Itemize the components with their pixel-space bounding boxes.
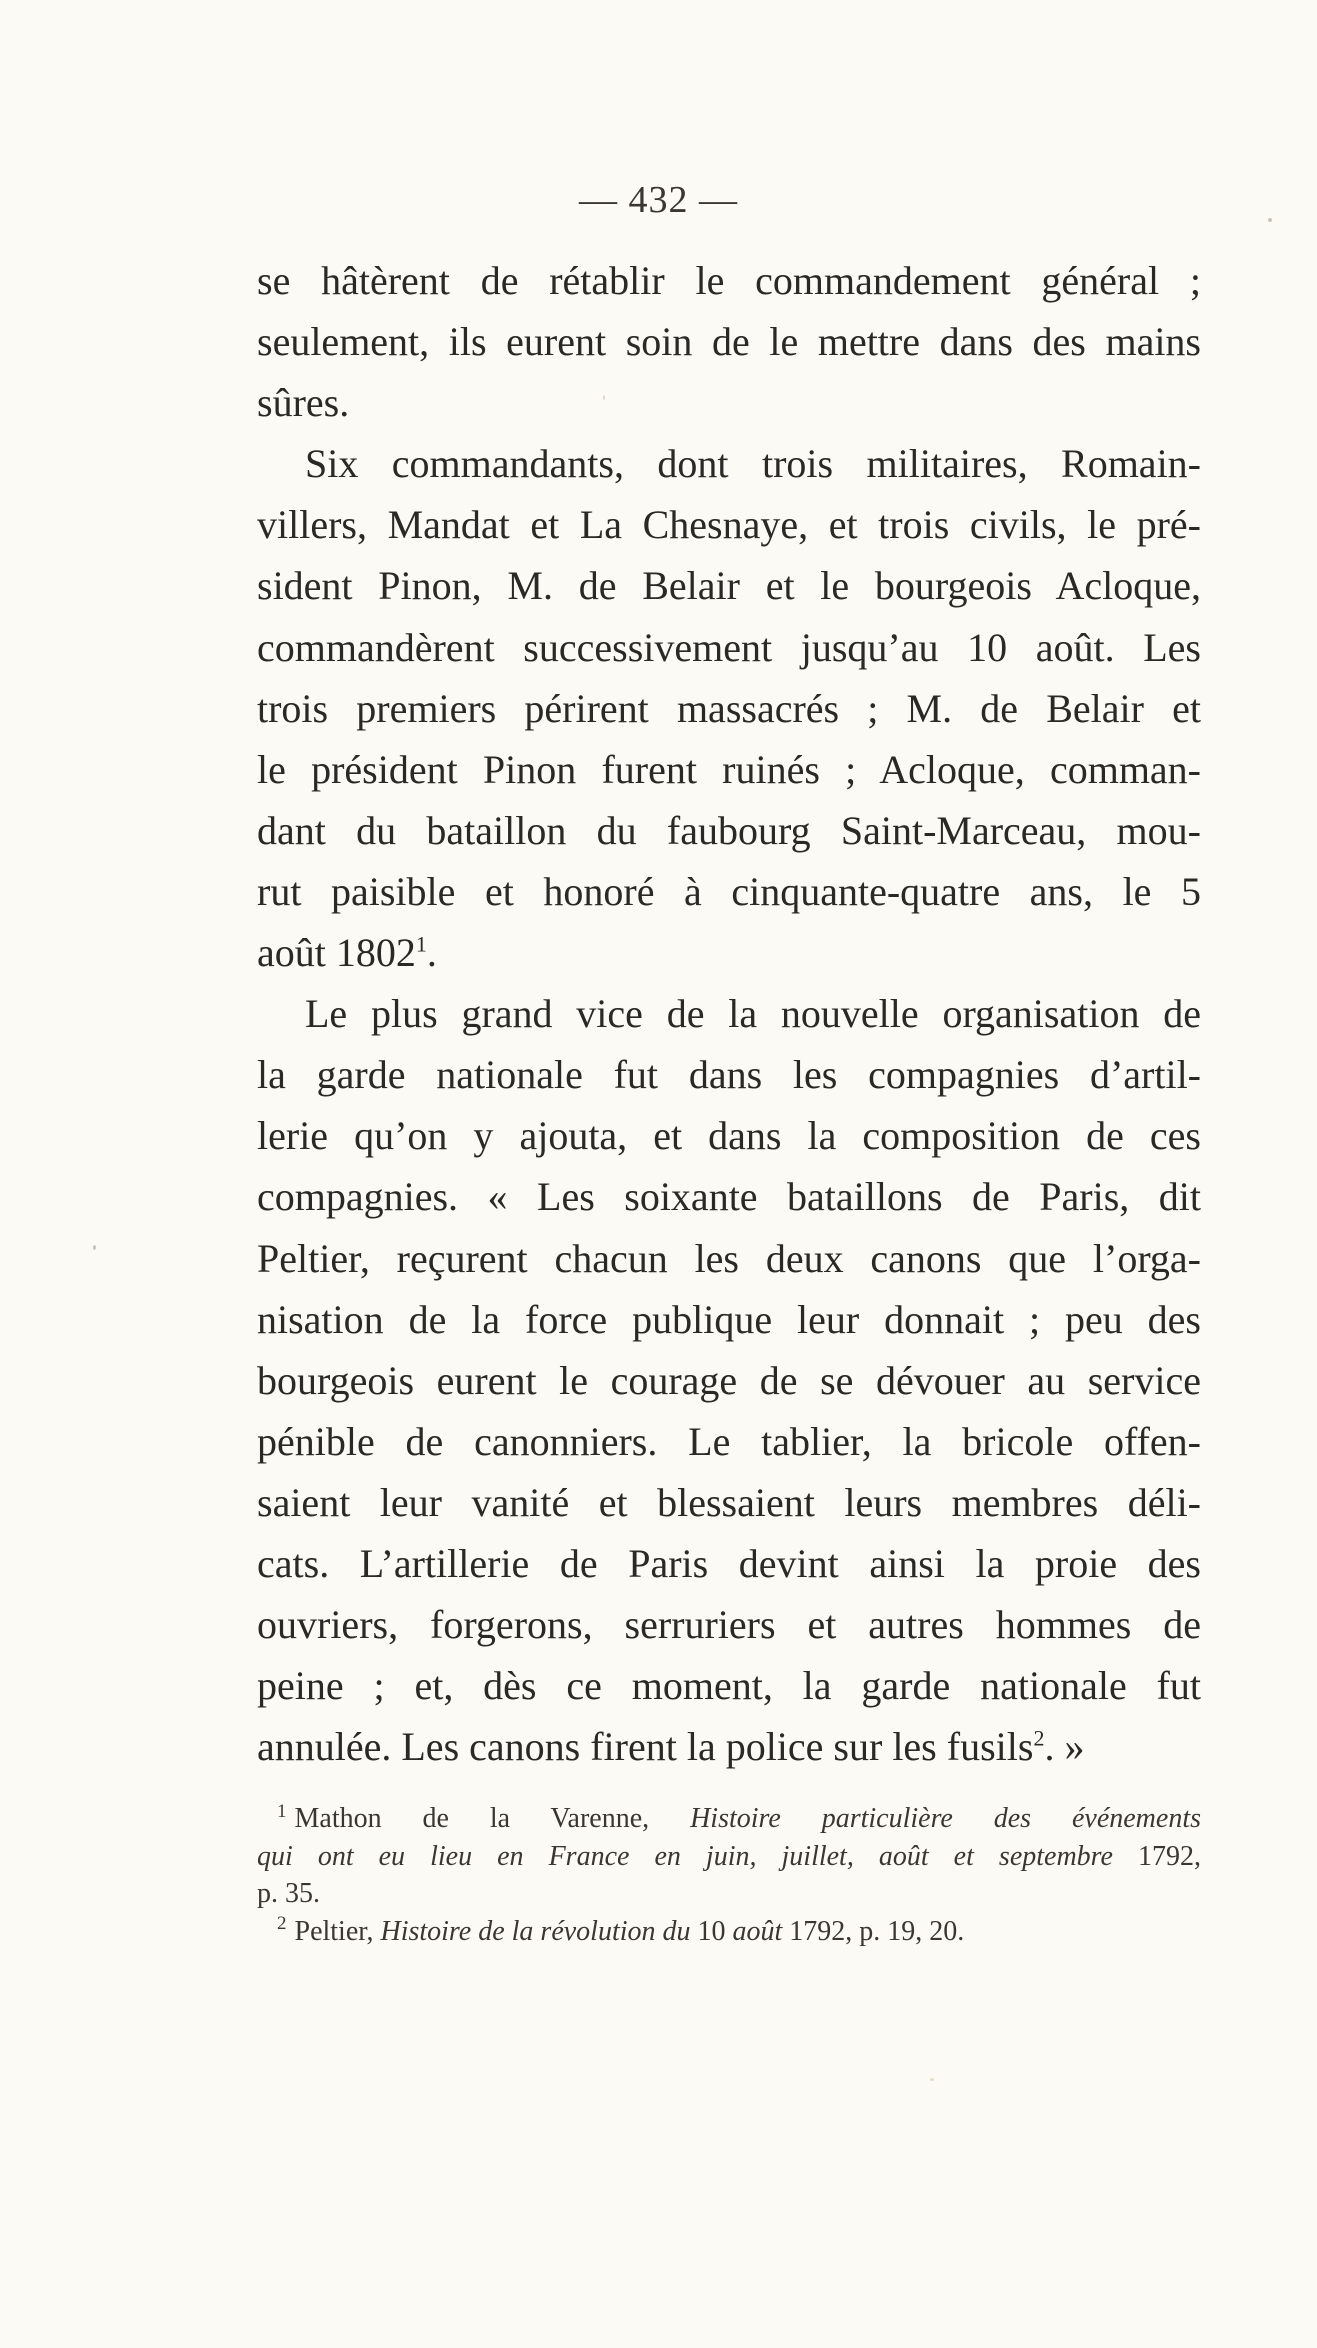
text-line: commandèrent successivement jusqu’au 10 août. Les [257, 624, 1201, 670]
footnote-author: Peltier, [294, 1915, 374, 1947]
text-line: pénible de canonniers. Le tablier, la bricole offen- [257, 1418, 1201, 1464]
text-line: trois premiers périrent massacrés ; M. de Belair et [257, 685, 1201, 731]
footnote-title: Histoire particulière des événements [690, 1803, 1202, 1834]
footnote-reference-rest: 1792, p. 19, 20. [789, 1915, 965, 1947]
text-line: compagnies. « Les soixante bataillons de Paris, dit [257, 1174, 1201, 1220]
footnote-author: Mathon de la Varenne, [294, 1803, 650, 1834]
text-line: nisation de la force publique leur donnait ; peu des [257, 1296, 1201, 1342]
footnote-date: 10 [697, 1915, 726, 1947]
text-line: peine ; et, dès ce moment, la garde nationale fut [257, 1663, 1201, 1709]
footnote-1 [257, 1800, 1201, 1838]
footnote-title: qui ont eu lieu en France en juin, juillet, août et septembre [257, 1840, 1113, 1872]
text-line: dant du bataillon du faubourg Saint-Marceau, mou- [257, 807, 1201, 853]
footnote-month: août [732, 1915, 783, 1947]
text-line: rut paisible et honoré à cinquante-quatre ans, le 5 [257, 868, 1201, 914]
punctuation: . » [1044, 1724, 1085, 1770]
text-line: Six commandants, dont trois militaires, Romain- [305, 441, 1201, 487]
text-line: cats. L’artillerie de Paris devint ainsi la proie des [257, 1540, 1201, 1586]
footnote-reference-2: 2 [1033, 1725, 1045, 1751]
text-line: Peltier, reçurent chacun les deux canons que l’orga- [257, 1235, 1201, 1281]
footnote-year: 1792, [1138, 1840, 1202, 1872]
footnote-2 [257, 1913, 1201, 1951]
text-line: le président Pinon furent ruinés ; Acloque, comman- [257, 746, 1201, 792]
text-line: Le plus grand vice de la nouvelle organisation de [305, 991, 1201, 1037]
text-line: sident Pinon, M. de Belair et le bourgeois Acloque, [257, 563, 1201, 609]
text-line-with-note [257, 1716, 1201, 1777]
footnote-reference-1: 1 [415, 931, 427, 957]
text-line: se hâtèrent de rétablir le commandement général ; [257, 258, 1201, 303]
paper-speck [1268, 218, 1272, 222]
paper-speck [930, 2078, 934, 2081]
text-line: seulement, ils eurent soin de le mettre dans des mains [257, 319, 1201, 365]
text-line: lerie qu’on y ajouta, et dans la composition de ces [257, 1113, 1201, 1159]
punctuation: . [426, 930, 437, 976]
text-line: bourgeois eurent le courage de se dévouer au service [257, 1357, 1201, 1403]
footnote-marker-2: 2 [277, 1913, 287, 1935]
text-line: la garde nationale fut dans les compagnies d’artil- [257, 1052, 1201, 1098]
footnote-1-page: p. 35. [257, 1878, 320, 1909]
footnote-marker-1: 1 [277, 1800, 287, 1822]
footnotes [257, 1800, 1201, 1950]
text-line-with-note [257, 922, 1201, 983]
text-line: villers, Mandat et La Chesnaye, et trois civils, le pré- [257, 502, 1201, 548]
text-line: saient leur vanité et blessaient leurs membres déli- [257, 1479, 1201, 1525]
paper-speck [603, 395, 605, 400]
footnote-title: Histoire de la révolution du [380, 1915, 691, 1947]
text-line: sûres. [257, 380, 350, 426]
page-number: — 432 — [579, 179, 738, 221]
text-line: annulée. Les canons firent la police sur les fusils [257, 1724, 1034, 1770]
paper-speck [93, 1245, 96, 1250]
text-line: ouvriers, forgerons, serruriers et autres hommes de [257, 1602, 1201, 1648]
body-text [257, 250, 1201, 1777]
text-line: août 1802 [257, 930, 416, 976]
footnote-1-continued [257, 1838, 1201, 1876]
